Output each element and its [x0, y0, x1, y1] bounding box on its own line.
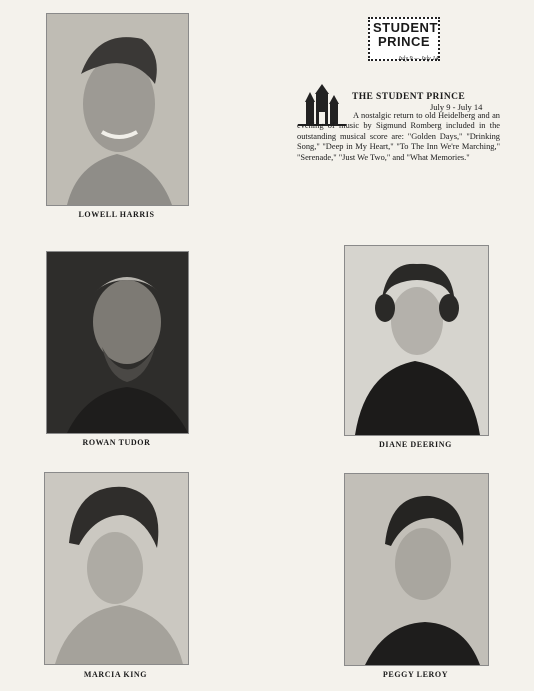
photo-lowell-harris: [46, 13, 189, 206]
photo-diane-deering: [344, 245, 489, 436]
logo-line-2: PRINCE: [377, 34, 431, 49]
caption-marcia-king: MARCIA KING: [83, 670, 148, 679]
caption-rowan-tudor: ROWAN TUDOR: [82, 438, 151, 447]
caption-peggy-leroy: PEGGY LEROY: [382, 670, 449, 679]
photo-rowan-tudor: [46, 251, 189, 434]
student-prince-logo: [368, 17, 440, 61]
announcement-title: THE STUDENT PRINCE: [352, 92, 466, 102]
photo-marcia-king: [44, 472, 189, 665]
announcement-body: A nostalgic return to old Heidelberg and an evening of music by Sigmund Romberg included in the outstanding musical score are: "Golden Days," "Drinking Song," "Deep in My Heart," "To The Inn We're Marching," "Serenade," "Just We Two," and "What Memories.": [297, 111, 500, 162]
announcement-dates: July 9 - July 14: [430, 102, 483, 112]
caption-lowell-harris: LOWELL HARRIS: [78, 210, 155, 219]
caption-diane-deering: DIANE DEERING: [379, 440, 452, 449]
logo-line-1: STUDENT: [373, 20, 438, 35]
photo-peggy-leroy: [344, 473, 489, 666]
logo-dates: July 9 — July 14: [398, 56, 439, 62]
